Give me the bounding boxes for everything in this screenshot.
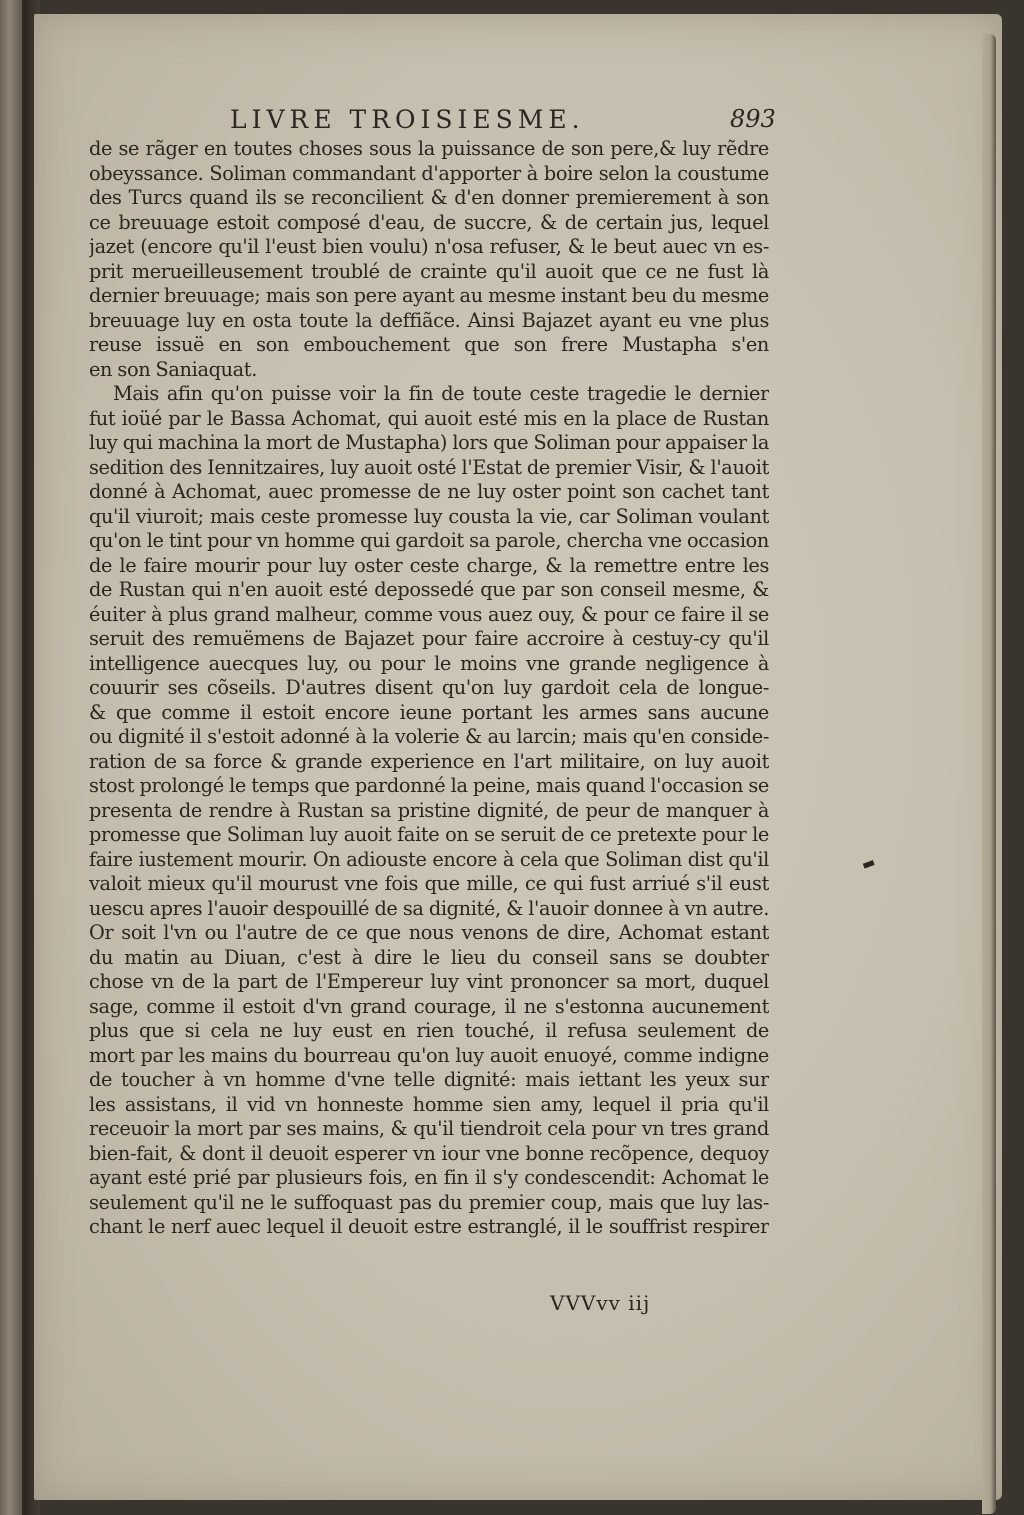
text-line: prit merueilleusement troublé de crainte qu'il auoit que ce ne fust là xyxy=(89,259,769,283)
text-line: de le faire mourir pour luy oster ceste charge, & la remettre entre les xyxy=(89,553,769,577)
text-line: du matin au Diuan, c'est à dire le lieu du conseil sans se doubter xyxy=(89,945,769,969)
text-line: receuoir la mort par ses mains, & qu'il tiendroit cela pour vn tres grand xyxy=(89,1117,769,1140)
text-line: chose vn de la part de l'Empereur luy vint prononcer sa mort, duquel xyxy=(89,970,769,993)
text-line: fut ioüé par le Bassa Achomat, qui auoit esté mis en la place de Rustan xyxy=(89,406,769,430)
text-line: faire iustement mourir. On adiouste encore à cela que Soliman dist qu'il xyxy=(89,847,769,871)
text-line: de Rustan qui n'en auoit esté depossedé que par son conseil mesme, & xyxy=(89,578,769,601)
text-line: les assistans, il vid vn honneste homme sien amy, lequel il pria qu'il xyxy=(89,1092,769,1116)
text-line: seruit des remuëmens de Bajazet pour faire accroire à cestuy-cy qu'il xyxy=(89,627,769,650)
text-line: presenta de rendre à Rustan sa pristine dignité, de peur de manquer à xyxy=(89,798,769,822)
text-line: obeyssance. Soliman commandant d'apporter à boire selon la coustume xyxy=(89,161,769,185)
text-line: ou dignité il s'estoit adonné à la volerie & au larcin; mais qu'en conside- xyxy=(89,725,769,748)
text-line: sedition des Iennitzaires, luy auoit osté l'Estat de premier Visir, & l'auoit xyxy=(89,455,769,479)
text-line: qu'il viuroit; mais ceste promesse luy cousta la vie, car Soliman voulant xyxy=(89,504,769,528)
text-line: ration de sa force & grande experience en l'art militaire, on luy auoit xyxy=(89,749,769,773)
text-line: jazet (encore qu'il l'eust bien voulu) n'osa refuser, & le beut auec vn es- xyxy=(89,235,769,258)
text-line: Or soit l'vn ou l'autre de ce que nous venons de dire, Achomat estant xyxy=(89,921,769,944)
text-line: ayant esté prié par plusieurs fois, en fin il s'y condescendit: Achomat le xyxy=(89,1166,769,1189)
text-line: & que comme il estoit encore ieune portant les armes sans aucune xyxy=(89,700,769,724)
text-line: uescu apres l'auoir despouillé de sa dignité, & l'auoir donnee à vn autre. xyxy=(89,896,769,920)
text-line: stost prolongé le temps que pardonné la peine, mais quand l'occasion se xyxy=(89,774,769,797)
signature-mark: VVVvv iij xyxy=(550,1291,651,1315)
text-line: des Turcs quand ils se reconcilient & d'en donner premierement à son xyxy=(89,186,769,209)
text-line: couurir ses cõseils. D'autres disent qu'on luy gardoit cela de longue- xyxy=(89,676,769,699)
text-line: bien-fait, & dont il deuoit esperer vn iour vne bonne recõpence, dequoy xyxy=(89,1141,769,1165)
text-line: seulement qu'il ne le suffoquast pas du premier coup, mais que luy las- xyxy=(89,1190,769,1214)
page-number: 893 xyxy=(730,105,776,133)
text-line: dernier breuuage; mais son pere ayant au mesme instant beu du mesme xyxy=(89,284,769,307)
text-line: plus que si cela ne luy eust en rien touché, il refusa seulement de xyxy=(89,1019,769,1042)
text-line: sage, comme il estoit d'vn grand courage, il ne s'estonna aucunement xyxy=(89,994,769,1018)
text-line: valoit mieux qu'il mourust vne fois que mille, ce qui fust arriué s'il eust xyxy=(89,872,769,895)
text-line-paragraph-end: en son Saniaquat. xyxy=(89,357,257,381)
ink-blot-mark: ▬ xyxy=(859,854,878,874)
running-head-title: LIVRE TROISIESME. xyxy=(230,105,585,134)
text-line: qu'on le tint pour vn homme qui gardoit sa parole, chercha vne occasion xyxy=(89,529,769,552)
text-line: chant le nerf auec lequel il deuoit estre estranglé, il le souffrist respirer xyxy=(89,1215,769,1238)
text-line: promesse que Soliman luy auoit faite on se seruit de ce pretexte pour le xyxy=(89,823,769,846)
text-line: ce breuuage estoit composé d'eau, de succre, & de certain jus, lequel xyxy=(89,210,769,234)
text-line: éuiter à plus grand malheur, comme vous auez ouy, & pour ce faire il se xyxy=(89,602,769,626)
text-line: mort par les mains du bourreau qu'on luy auoit enuoyé, comme indigne xyxy=(89,1043,769,1067)
text-line: de toucher à vn homme d'vne telle dignité: mais iettant les yeux sur xyxy=(89,1068,769,1091)
facing-page-edge xyxy=(0,0,24,1515)
text-line: intelligence auecques luy, ou pour le moins vne grande negligence à xyxy=(89,651,769,675)
running-head xyxy=(120,103,776,141)
page-fore-edge xyxy=(982,34,996,1514)
text-line: reuse issuë en son embouchement que son frere Mustapha s'en xyxy=(89,333,769,356)
body-text xyxy=(89,137,769,1240)
text-line: de se rãger en toutes choses sous la puissance de son pere,& luy rẽdre xyxy=(89,137,769,160)
text-line-paragraph-start: Mais afin qu'on puisse voir la fin de toute ceste tragedie le dernier xyxy=(113,382,769,405)
text-line: luy qui machina la mort de Mustapha) lors que Soliman pour appaiser la xyxy=(89,431,769,454)
text-line: breuuage luy en osta toute la deffiãce. Ainsi Bajazet ayant eu vne plus xyxy=(89,308,769,332)
text-line: donné à Achomat, auec promesse de ne luy oster point son cachet tant xyxy=(89,480,769,503)
